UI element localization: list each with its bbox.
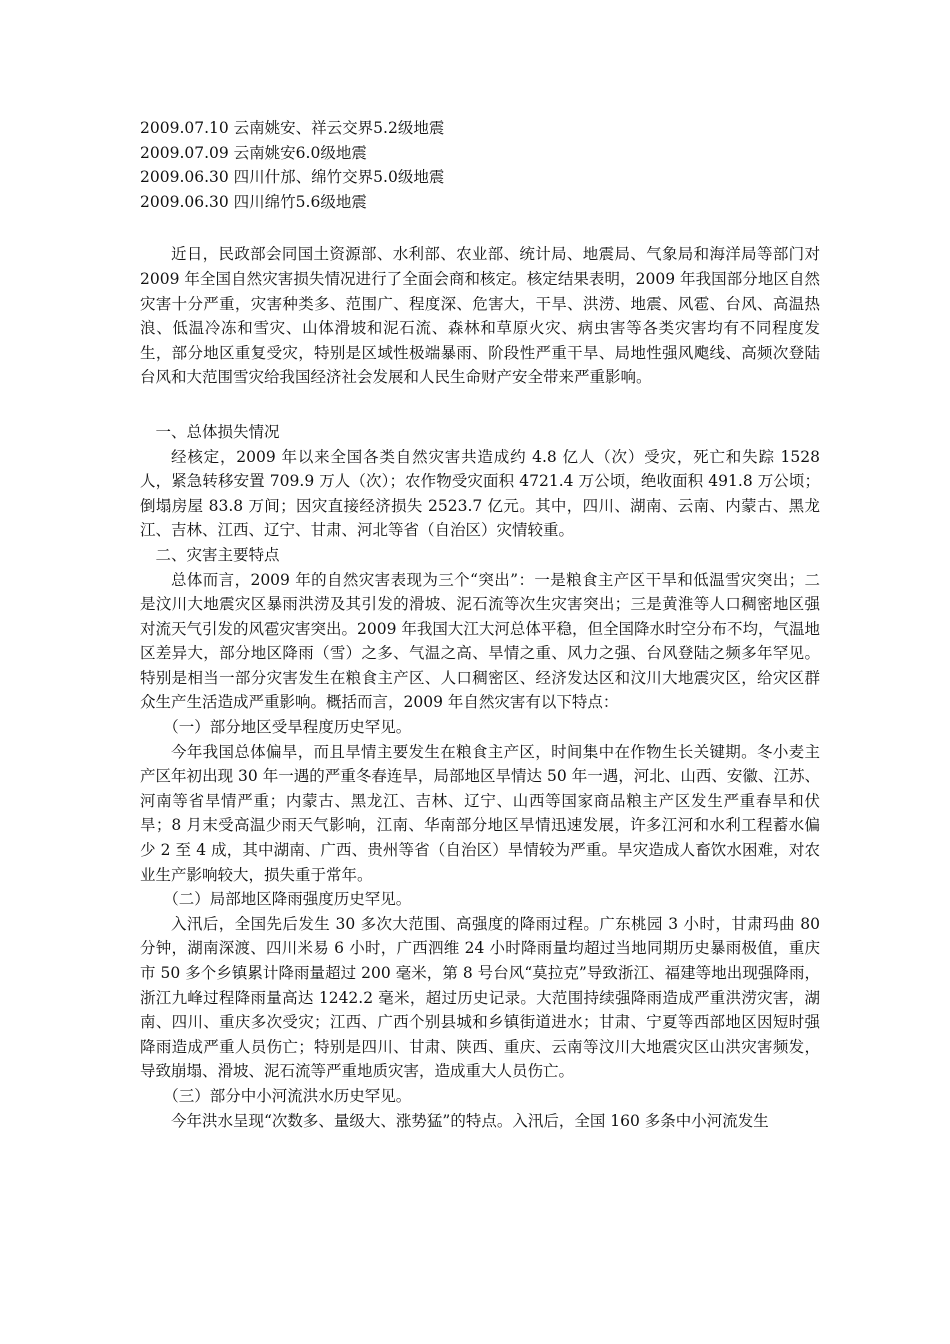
subsection-heading-drought: （一）部分地区受旱程度历史罕见。 <box>163 718 412 737</box>
subsection-heading-rainfall: （二）局部地区降雨强度历史罕见。 <box>163 890 412 909</box>
subsection-body-floods: 今年洪水呈现“次数多、量级大、涨势猛”的特点。入汛后，全国 160 多条中小河流发生 <box>171 1111 769 1130</box>
section-body-main-features: 总体而言，2009 年的自然灾害表现为三个“突出”：一是粮食主产区干旱和低温雪灾突出；二是汶川大地震灾区暴雨洪涝及其引发的滑坡、泥石流等次生灾害突出；三是黄淮等人口稠密地区强对流天气引发的风雹灾害突出。2009 年我国大江大河总体平稳，但全国降水时空分布不均，气温地区差异大，部分地区降雨（雪）之多、气温之高、旱情之重、风力之强、台风登陆之频多年罕见。特别是相当一部分灾害发生在粮食主产区、人口稠密区、经济发达区和汶川大地震灾区，给灾区群众生产生活造成严重影响。概括而言，2009 年自然灾害有以下特点： <box>140 570 820 712</box>
section-body-overall-losses: 经核定，2009 年以来全国各类自然灾害共造成约 4.8 亿人（次）受灾，死亡和失踪 1528 人，紧急转移安置 709.9 万人（次）；农作物受灾面积 4721.4 万公顷，绝收面积 491.8 万公顷；倒塌房屋 83.8 万间；因灾直接经济损失 2523.7 亿元。其中，四川、湖南、云南、内蒙古、黑龙江、吉林、江西、辽宁、甘肃、河北等省（自治区）灾情较重。 <box>140 447 820 540</box>
subsection-heading-floods: （三）部分中小河流洪水历史罕见。 <box>163 1086 412 1105</box>
spacer <box>140 214 820 242</box>
earthquake-item: 2009.06.30 四川什邡、绵竹交界5.0级地震 <box>140 168 445 187</box>
earthquake-item: 2009.07.09 云南姚安6.0级地震 <box>140 143 367 162</box>
section-heading-overall-losses: 一、总体损失情况 <box>155 422 280 441</box>
earthquake-item: 2009.06.30 四川绵竹5.6级地震 <box>140 192 367 211</box>
subsection-body-rainfall: 入汛后，全国先后发生 30 多次大范围、高强度的降雨过程。广东桃园 3 小时，甘肃玛曲 80 分钟，湖南深渡、四川米易 6 小时，广西泗维 24 小时降雨量均超过当地同期历史暴雨极值，重庆市 50 多个乡镇累计降雨量超过 200 毫米，第 8 号台风“莫拉克”导致浙江、福建等地出现强降雨，浙江九峰过程降雨量高达 1242.2 毫米，超过历史记录。大范围持续强降雨造成严重洪涝灾害，湖南、四川、重庆多次受灾；江西、广西个别县城和乡镇街道进水；甘肃、宁夏等西部地区因短时强降雨造成严重人员伤亡；特别是四川、甘肃、陕西、重庆、云南等汶川大地震灾区山洪灾害频发，导致崩塌、滑坡、泥石流等严重地质灾害，造成重大人员伤亡。 <box>140 914 820 1081</box>
subsection-body-drought: 今年我国总体偏旱，而且旱情主要发生在粮食主产区，时间集中在作物生长关键期。冬小麦主产区年初出现 30 年一遇的严重冬春连旱，局部地区旱情达 50 年一遇，河北、山西、安徽、江苏、河南等省旱情严重；内蒙古、黑龙江、吉林、辽宁、山西等国家商品粮主产区发生严重春旱和伏旱；8 月末受高温少雨天气影响，江南、华南部分地区旱情迅速发展，许多江河和水利工程蓄水偏少 2 至 4 成，其中湖南、广西、贵州等省（自治区）旱情较为严重。旱灾造成人畜饮水困难，对农业生产影响较大，损失重于常年。 <box>140 742 820 884</box>
spacer <box>140 390 820 420</box>
section-heading-main-features: 二、灾害主要特点 <box>155 545 280 564</box>
earthquake-list <box>140 116 820 214</box>
document-page <box>140 116 820 1133</box>
earthquake-item: 2009.07.10 云南姚安、祥云交界5.2级地震 <box>140 119 445 137</box>
intro-paragraph: 近日，民政部会同国土资源部、水利部、农业部、统计局、地震局、气象局和海洋局等部门对 2009 年全国自然灾害损失情况进行了全面会商和核定。核定结果表明，2009 年我国部分地区自然灾害十分严重，灾害种类多、范围广、程度深、危害大，干旱、洪涝、地震、风雹、台风、高温热浪、低温冷冻和雪灾、山体滑坡和泥石流、森林和草原火灾、病虫害等各类灾害均有不同程度发生，部分地区重复受灾，特别是区域性极端暴雨、阶段性严重干旱、局地性强风飑线、高频次登陆台风和大范围雪灾给我国经济社会发展和人民生命财产安全带来严重影响。 <box>140 245 820 387</box>
